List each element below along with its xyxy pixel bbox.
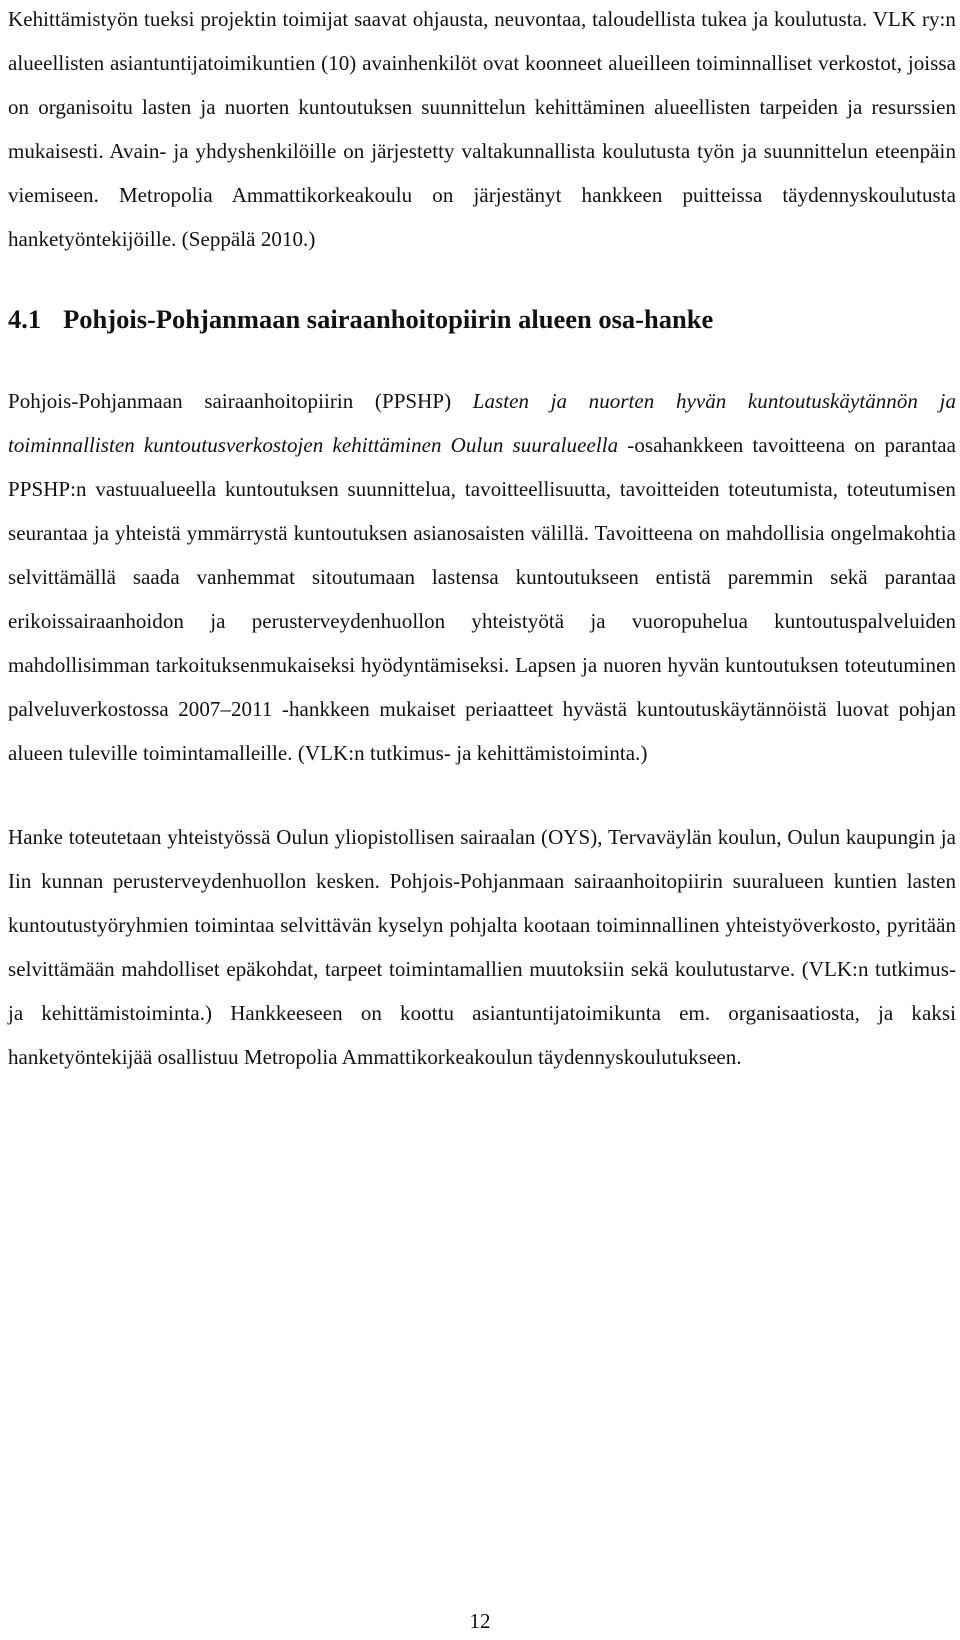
section-heading	[8, 299, 956, 339]
paragraph-implementation: Hanke toteutetaan yhteistyössä Oulun yliopistollisen sairaalan (OYS), Tervaväylän koulun, Oulun kaupungin ja Iin kunnan perusterveydenhuollon kesken. Pohjois-Pohjanmaan sairaanhoitopiirin suuralueen kuntien lasten kuntoutustyöryhmien toimintaa selvittävän kyselyn pohjalta kootaan toiminnallinen yhteistyöverkosto, pyritään selvittämään mahdolliset epäkohdat, tarpeet toimintamallien muutoksiin sekä koulutustarve. (VLK:n tutkimus- ja kehittämistoiminta.) Hankkeeseen on koottu asiantuntijatoimikunta em. organisaatiosta, ja kaksi hanketyöntekijää osallistuu Metropolia Ammattikorkeakoulun täydennyskoulutukseen.	[8, 825, 956, 1069]
document-page	[8, 0, 956, 1079]
section-title: Pohjois-Pohjanmaan sairaanhoitopiirin alueen osa-hanke	[63, 304, 714, 334]
paragraph-intro: Kehittämistyön tueksi projektin toimijat saavat ohjausta, neuvontaa, taloudellista tukea ja koulutusta. VLK ry:n alueellisten asiantuntijatoimikuntien (10) avainhenkilöt ovat koonneet alueilleen toiminnalliset verkostot, joissa on organisoitu lasten ja nuorten kuntoutuksen suunnittelun kehittäminen alueellisten tarpeiden ja resurssien mukaisesti. Avain- ja yhdyshenkilöille on järjestetty valtakunnallista koulutusta työn ja suunnittelun eteenpäin viemiseen. Metropolia Ammattikorkeakoulu on järjestänyt hankkeen puitteissa täydennyskoulutusta hanketyöntekijöille. (Seppälä 2010.)	[8, 7, 956, 251]
paragraph-lead-text: Pohjois-Pohjanmaan sairaanhoitopiirin (PPSHP)	[8, 389, 473, 413]
paragraph-rest-text: -osahankkeen tavoitteena on parantaa PPSHP:n vastuualueella kuntoutuksen suunnittelua, tavoitteellisuutta, tavoitteiden toteutumista, toteutumisen seurantaa ja yhteistä ymmärrystä kuntoutuksen asianosaisten välillä. Tavoitteena on mahdollisia ongelmakohtia selvittämällä saada vanhemmat sitoutumaan lastensa kuntoutukseen entistä paremmin sekä parantaa erikoissairaanhoidon ja perusterveydenhuollon yhteistyötä ja vuoropuhelua kuntoutuspalveluiden mahdollisimman tarkoituksenmukaiseksi hyödyntämiseksi. Lapsen ja nuoren hyvän kuntoutuksen toteutuminen palveluverkostossa 2007–2011 -hankkeen mukaiset periaatteet hyvästä kuntoutuskäytännöistä luovat pohjan alueen tuleville toimintamalleille. (VLK:n tutkimus- ja kehittämistoiminta.)	[8, 433, 956, 765]
paragraph-project-goal	[8, 379, 956, 775]
project-name-italic: Lasten ja nuorten hyvän kuntoutuskäytännön ja toiminnallisten kuntoutusverkostojen kehittäminen Oulun suuralueella	[8, 389, 956, 457]
section-number: 4.1	[8, 304, 42, 334]
page-number: 12	[469, 1609, 491, 1633]
